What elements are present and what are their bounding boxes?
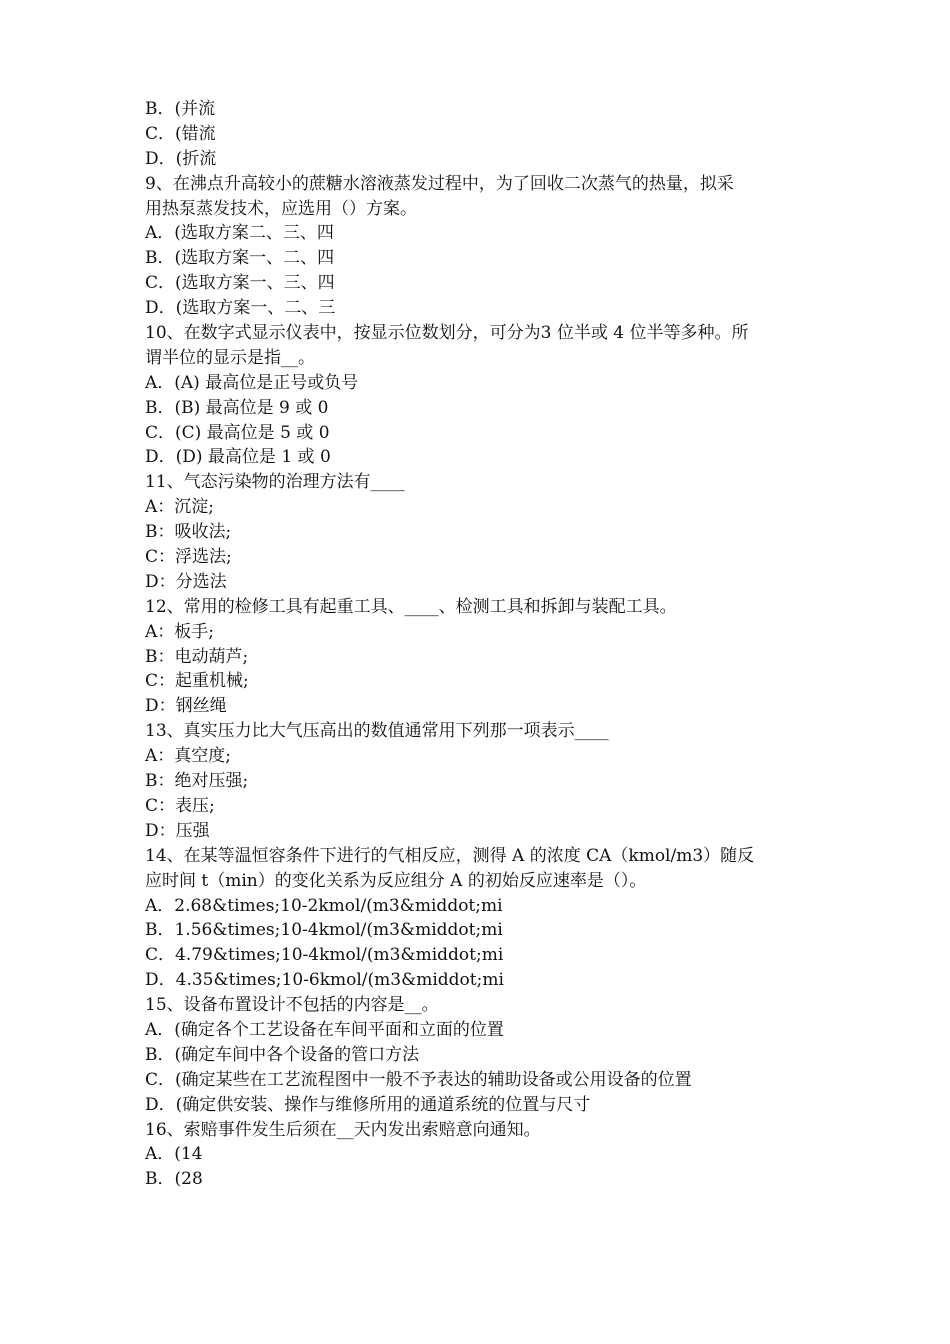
question-line: 12、常用的检修工具有起重工具、____、检测工具和拆卸与装配工具。 xyxy=(145,596,677,617)
question-line: 14、在某等温恒容条件下进行的气相反应，测得 A 的浓度 CA（kmol/m3）随反 xyxy=(145,845,755,866)
question-line: 11、气态污染物的治理方法有____ xyxy=(145,472,405,493)
option-line: A：沉淀; xyxy=(145,497,215,518)
option-line: A．(确定各个工艺设备在车间平面和立面的位置 xyxy=(145,1019,504,1040)
option-line: C．(确定某些在工艺流程图中一般不予表达的辅助设备或公用设备的位置 xyxy=(145,1069,692,1090)
option-line: D．(确定供安装、操作与维修所用的通道系统的位置与尺寸 xyxy=(145,1094,591,1115)
option-line: B．(选取方案一、二、四 xyxy=(145,248,335,269)
option-line: B．(B) 最高位是 9 或 0 xyxy=(145,397,329,418)
option-line: D：压强 xyxy=(145,820,210,841)
question-line: 16、索赔事件发生后须在__天内发出索赔意向通知。 xyxy=(145,1119,541,1140)
option-line: B．1.56&times;10-4kmol/(m3&middot;mi xyxy=(145,920,503,941)
option-line: C：起重机械; xyxy=(145,671,249,692)
option-line: C：浮选法; xyxy=(145,547,232,568)
question-line: 15、设备布置设计不包括的内容是__。 xyxy=(145,995,439,1016)
option-line: C．4.79&times;10-4kmol/(m3&middot;mi xyxy=(145,945,504,966)
option-line: A：板手; xyxy=(145,621,215,642)
option-line: D．4.35&times;10-6kmol/(m3&middot;mi xyxy=(145,970,504,991)
option-line: A．(14 xyxy=(145,1144,203,1165)
option-line: B：电动葫芦; xyxy=(145,646,249,667)
option-line: A：真空度; xyxy=(145,746,232,767)
option-line: C．(错流 xyxy=(145,123,216,144)
option-line: D：钢丝绳 xyxy=(145,696,227,717)
option-line: B：吸收法; xyxy=(145,522,232,543)
option-line: B．(并流 xyxy=(145,99,216,119)
question-line: 应时间 t（min）的变化关系为反应组分 A 的初始反应速率是（）。 xyxy=(145,870,647,891)
option-line: C．(选取方案一、三、四 xyxy=(145,273,335,294)
question-line: 用热泵蒸发技术，应选用（）方案。 xyxy=(145,198,417,219)
option-line: A．(选取方案二、三、四 xyxy=(145,223,334,244)
option-line: D．(D) 最高位是 1 或 0 xyxy=(145,447,331,468)
option-line: D：分选法 xyxy=(145,571,227,592)
option-line: A．(A) 最高位是正号或负号 xyxy=(145,372,359,393)
option-line: D．(折流 xyxy=(145,148,217,169)
document-page xyxy=(145,97,815,1192)
question-line: 谓半位的显示是指__。 xyxy=(145,347,315,368)
option-line: C：表压; xyxy=(145,795,215,816)
option-line: A．2.68&times;10-2kmol/(m3&middot;mi xyxy=(145,895,503,916)
option-line: C．(C) 最高位是 5 或 0 xyxy=(145,422,330,443)
question-line: 10、在数字式显示仪表中，按显示位数划分，可分为3 位半或 4 位半等多种。所 xyxy=(145,323,749,344)
option-line: D．(选取方案一、二、三 xyxy=(145,298,336,319)
option-line: B．(确定车间中各个设备的管口方法 xyxy=(145,1044,420,1065)
option-line: B：绝对压强; xyxy=(145,771,249,792)
question-line: 13、真实压力比大气压高出的数值通常用下列那一项表示____ xyxy=(145,721,609,742)
option-line: B．(28 xyxy=(145,1169,203,1190)
question-line: 9、在沸点升高较小的蔗糖水溶液蒸发过程中，为了回收二次蒸气的热量，拟采 xyxy=(145,173,734,194)
